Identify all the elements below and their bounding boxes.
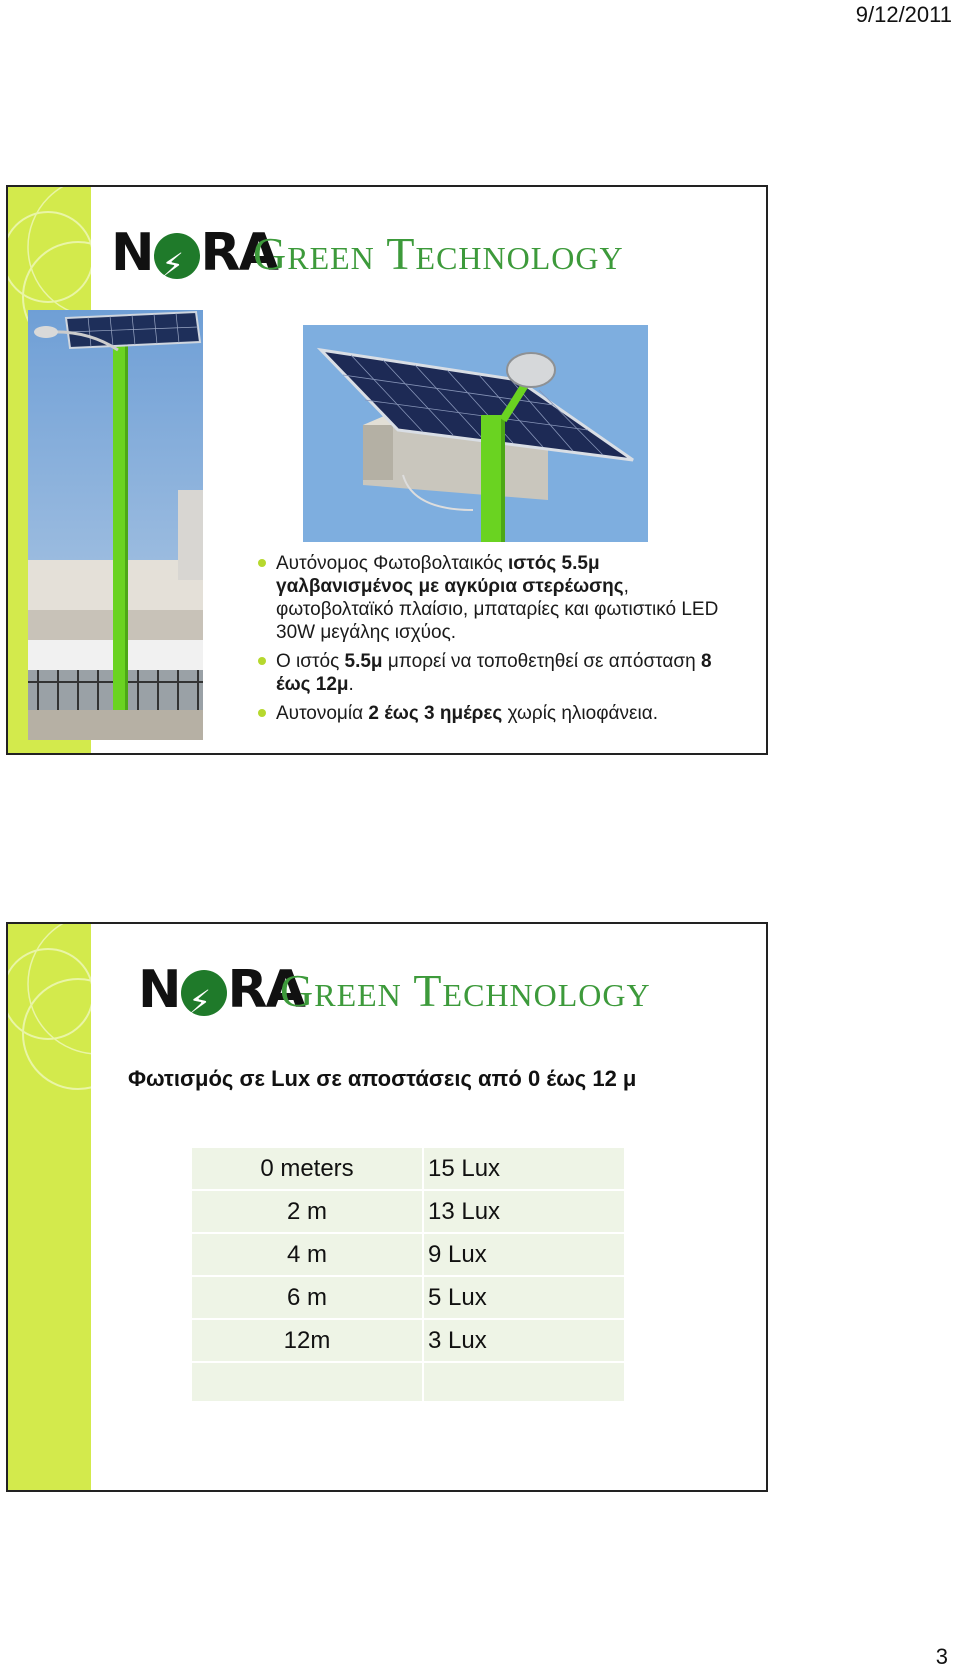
nora-logo	[111, 217, 731, 291]
distance-cell: 12m	[192, 1319, 423, 1362]
table-row	[192, 1148, 624, 1190]
distance-cell: 6 m	[192, 1276, 423, 1319]
product-features-list	[258, 552, 728, 731]
lux-cell: 9 Lux	[423, 1233, 624, 1276]
distance-cell: 4 m	[192, 1233, 423, 1276]
logo-brand-mark: N⚡ RA	[138, 960, 304, 1020]
distance-cell: 2 m	[192, 1190, 423, 1233]
slide-lux-table	[6, 922, 768, 1492]
nora-logo	[138, 954, 733, 1028]
logo-tagline: Green Technology	[253, 228, 624, 279]
document-date: 9/12/2011	[855, 2, 952, 27]
list-item: Αυτόνομος Φωτοβολταικός ιστός 5.5μ γαλβανισμένος με αγκύρια στερέωσης, φωτοβολταϊκό πλαίσιο, μπαταρίες και φωτιστικό LED 30W μεγάλης ισχύος.	[258, 552, 728, 644]
lux-cell: 13 Lux	[423, 1190, 624, 1233]
solar-pole-photo	[28, 310, 203, 740]
table-row	[192, 1319, 624, 1362]
table-row	[192, 1190, 624, 1233]
distance-cell: 0 meters	[192, 1148, 423, 1190]
list-item: Ο ιστός 5.5μ μπορεί να τοποθετηθεί σε απόσταση 8 έως 12μ.	[258, 650, 728, 696]
lux-distance-table	[192, 1148, 624, 1403]
table-row-empty	[192, 1362, 624, 1402]
list-item: Αυτονομία 2 έως 3 ημέρες χωρίς ηλιοφάνεια.	[258, 702, 728, 725]
lux-cell: 5 Lux	[423, 1276, 624, 1319]
green-decorative-strip	[8, 924, 91, 1490]
lightning-icon	[154, 233, 200, 279]
lightning-icon	[181, 970, 227, 1016]
logo-brand-mark: N⚡ RA	[111, 223, 277, 283]
decorative-circles	[8, 924, 91, 1490]
page-number: 3	[935, 1644, 948, 1669]
lux-cell: 3 Lux	[423, 1319, 624, 1362]
lux-cell: 15 Lux	[423, 1148, 624, 1190]
lux-table-title: Φωτισμός σε Lux σε αποστάσεις από 0 έως 12 μ	[128, 1066, 637, 1091]
logo-tagline: Green Technology	[280, 965, 651, 1016]
table-row	[192, 1233, 624, 1276]
table-row	[192, 1276, 624, 1319]
slide-product-overview	[6, 185, 768, 755]
solar-panel-photo	[303, 325, 648, 542]
